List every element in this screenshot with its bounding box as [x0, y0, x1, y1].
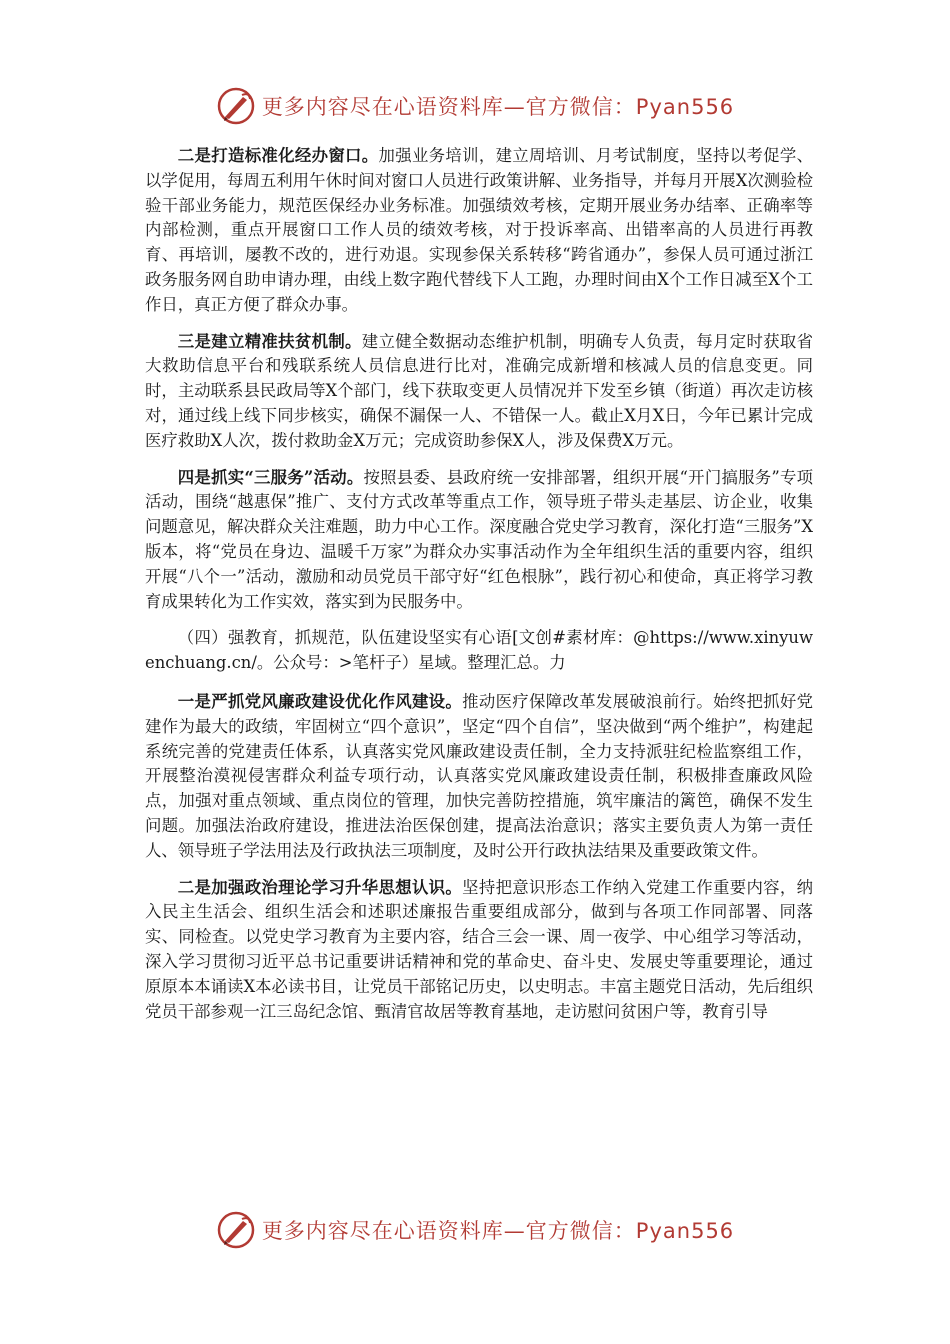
- paragraph-window: [145, 144, 813, 318]
- header-banner: [0, 82, 950, 130]
- pen-logo-icon: [216, 86, 256, 126]
- paragraph-integrity: [145, 690, 813, 864]
- paragraph-poverty: [145, 330, 813, 454]
- paragraph-lead: 二是打造标准化经办窗口。: [177, 146, 379, 165]
- paragraph-text: 建立健全数据动态维护机制，明确专人负责，每月定时获取省大救助信息平台和残联系统人员信息进行比对，准确完成新增和核减人员的信息变更。同时，主动联系县民政局等X个部门，线下获取变更人员情况并下发至乡镇（街道）再次走访核对，通过线上线下同步核实，确保不漏保一人、不错保一人。截止X月X日，今年已累计完成医疗救助X人次，拨付救助金X万元；完成资助参保X人，涉及保费X万元。: [145, 331, 814, 450]
- paragraph-text: 加强业务培训，建立周培训、月考试制度，坚持以考促学、以学促用，每周五利用午休时间对窗口人员进行政策讲解、业务指导，并每月开展X次测验检验干部业务能力，规范医保经办业务标准。加强绩效考核，定期开展业务办结率、正确率等内部检测，重点开展窗口工作人员的绩效考核，对于投诉率高、出错率高的人员进行再教育、再培训，屡教不改的，进行劝退。实现参保关系转移“跨省通办”，参保人员可通过浙江政务服务网自助申请办理，由线上数字跑代替线下人工跑，办理时间由X个工作日减至X个工作日，真正方便了群众办事。: [145, 146, 814, 314]
- banner-text: 更多内容尽在心语资料库—官方微信：Pyan556: [261, 95, 735, 119]
- section-heading-text: （四）强教育，抓规范，队伍建设坚实有心语[文创#素材库：@https://www.xinyuwenchuang.cn/。公众号：>笔杆子）星域。整理汇总。力: [145, 628, 813, 673]
- document-body: [145, 144, 813, 1036]
- paragraph-service: [145, 466, 813, 615]
- paragraph-text: 坚持把意识形态工作纳入党建工作重要内容，纳入民主生活会、组织生活会和述职述廉报告重要组成部分，做到与各项工作同部署、同落实、同检查。以党史学习教育为主要内容，结合三会一课、周一夜学、中心组学习等活动，深入学习贯彻习近平总书记重要讲话精神和党的革命史、奋斗史、发展史等重要理论，通过原原本本诵读X本必读书目，让党员干部铭记历史，以史明志。丰富主题党日活动，先后组织党员干部参观一江三岛纪念馆、甄清官故居等教育基地，走访慰问贫困户等，教育引导: [145, 877, 814, 1021]
- paragraph-lead: 一是严抓党风廉政建设优化作风建设。: [177, 691, 463, 711]
- paragraph-text: 按照县委、县政府统一安排部署，组织开展“开门搞服务”专项活动，围绕“越惠保”推广、支付方式改革等重点工作，领导班子带头走基层、访企业，收集问题意见，解决群众关注难题，助力中心工作。深度融合党史学习教育，深化打造“三服务”X版本，将“党员在身边、温暖千万家”为群众办实事活动作为全年组织生活的重要内容，组织开展“八个一”活动，激励和动员党员干部守好“红色根脉”，践行初心和使命，真正将学习教育成果转化为工作实效，落实到为民服务中。: [145, 467, 814, 611]
- banner-text: 更多内容尽在心语资料库—官方微信：Pyan556: [261, 1219, 735, 1243]
- paragraph-lead: 二是加强政治理论学习升华思想认识。: [177, 877, 463, 897]
- paragraph-lead: 三是建立精准扶贫机制。: [177, 331, 362, 351]
- paragraph-text: 推动医疗保障改革发展破浪前行。始终把抓好党建作为最大的政绩，牢固树立“四个意识”，坚定“四个自信”，坚决做到“两个维护”，构建起系统完善的党建责任体系，认真落实党风廉政建设责任制，全力支持派驻纪检监察组工作，开展整治漠视侵害群众利益专项行动，认真落实党风廉政建设责任制，积极排查廉政风险点，加强对重点领域、重点岗位的管理，加快完善防控措施，筑牢廉洁的篱笆，确保不发生问题。加强法治政府建设，推进法治医保创建，提高法治意识；落实主要负责人为第一责任人、领导班子学法用法及行政执法三项制度，及时公开行政执法结果及重要政策文件。: [145, 691, 814, 860]
- paragraph-lead: 四是抓实“三服务”活动。: [177, 467, 364, 487]
- paragraph-theory: [145, 876, 813, 1025]
- footer-banner: [0, 1206, 950, 1254]
- pen-logo-icon: [216, 1210, 256, 1250]
- section-heading: [145, 626, 813, 676]
